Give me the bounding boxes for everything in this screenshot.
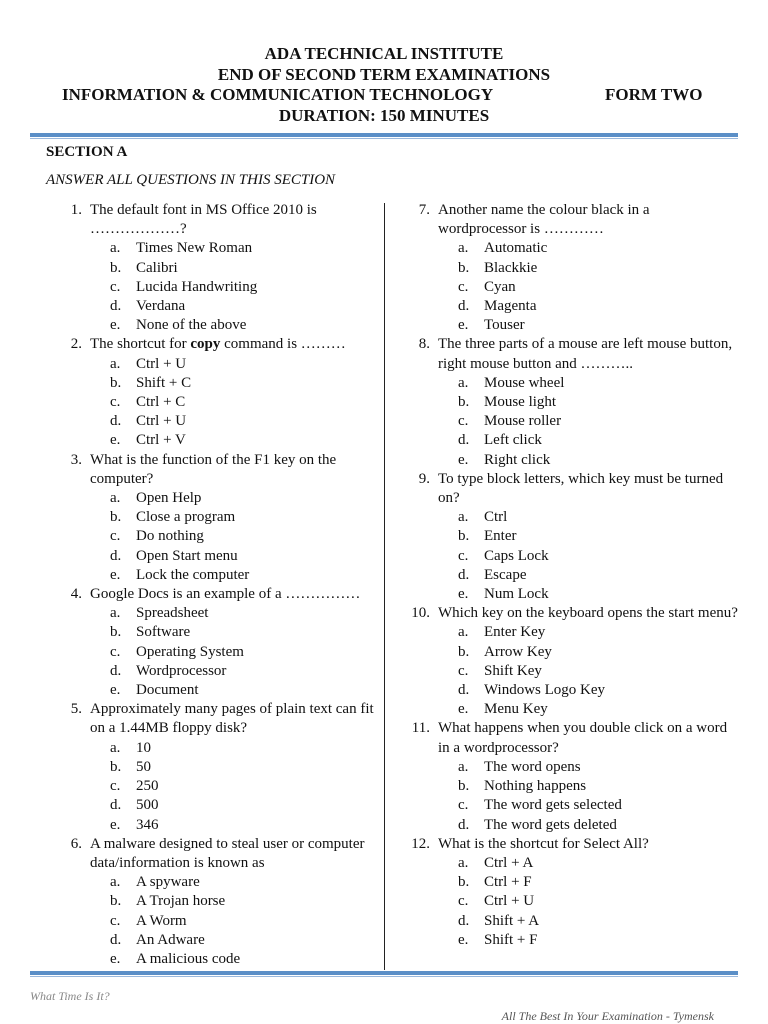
answer-option xyxy=(408,393,738,412)
answer-option xyxy=(408,758,738,777)
option-letter: a. xyxy=(110,355,121,372)
option-text: Caps Lock xyxy=(484,547,549,564)
option-text: The word opens xyxy=(484,758,581,775)
answer-option xyxy=(60,547,378,566)
answer-option xyxy=(60,623,378,642)
option-letter: b. xyxy=(110,374,122,391)
answer-option xyxy=(60,316,378,335)
question-number: 3. xyxy=(70,451,82,468)
question-number: 4. xyxy=(70,586,82,603)
answer-option xyxy=(408,278,738,297)
answer-option xyxy=(408,527,738,546)
option-letter: c. xyxy=(110,912,121,929)
answer-option xyxy=(408,912,738,931)
question-text: The default font in MS Office 2010 is ………………? xyxy=(90,202,317,238)
answer-option xyxy=(408,508,738,527)
option-text: Ctrl + C xyxy=(136,394,186,411)
option-letter: b. xyxy=(458,259,470,276)
option-text: Escape xyxy=(484,566,527,583)
question-number: 1. xyxy=(70,202,82,218)
option-text: Nothing happens xyxy=(484,778,587,795)
option-text: Ctrl + U xyxy=(136,355,187,372)
option-letter: c. xyxy=(110,643,121,660)
option-text: Ctrl + V xyxy=(136,432,186,449)
option-text: Ctrl xyxy=(484,509,508,526)
option-text: Wordprocessor xyxy=(136,662,227,679)
answer-option xyxy=(408,816,738,835)
answer-option xyxy=(60,374,378,393)
exam-title: END OF SECOND TERM EXAMINATIONS xyxy=(217,64,551,84)
option-letter: e. xyxy=(458,586,469,603)
answer-option xyxy=(408,873,738,892)
option-letter: a. xyxy=(110,240,121,257)
question-text: Another name the colour black in a wordprocessor is ………… xyxy=(438,202,650,238)
option-text: A Worm xyxy=(136,912,187,929)
question-item xyxy=(408,201,738,239)
question-number: 8. xyxy=(418,336,430,353)
question-item xyxy=(60,585,378,604)
option-letter: d. xyxy=(458,566,470,583)
option-text: Operating System xyxy=(136,643,244,660)
option-letter: c. xyxy=(458,662,469,679)
column-divider xyxy=(384,203,385,970)
option-text: Right click xyxy=(484,451,551,468)
option-text: Shift Key xyxy=(484,662,542,679)
question-number: 12. xyxy=(411,835,430,852)
option-text: Shift + F xyxy=(484,931,538,948)
option-letter: c. xyxy=(110,394,121,411)
option-text: Close a program xyxy=(136,509,236,526)
answer-option xyxy=(408,239,738,258)
question-number: 11. xyxy=(411,720,430,737)
footer-rule xyxy=(30,971,738,975)
option-letter: d. xyxy=(458,432,470,449)
answer-option xyxy=(408,892,738,911)
option-letter: d. xyxy=(458,682,470,699)
option-letter: d. xyxy=(110,547,122,564)
answer-option xyxy=(60,412,378,431)
option-letter: a. xyxy=(458,374,469,391)
section-title: SECTION A xyxy=(46,144,128,160)
option-text: Lock the computer xyxy=(136,566,250,583)
option-letter: e. xyxy=(458,701,469,718)
option-text: Windows Logo Key xyxy=(484,682,606,699)
option-text: Blackkie xyxy=(484,259,538,276)
question-text xyxy=(90,335,378,354)
form-level: FORM TWO xyxy=(605,85,703,104)
option-text: Num Lock xyxy=(484,586,549,603)
option-text: Lucida Handwriting xyxy=(136,278,258,295)
answer-option xyxy=(60,816,378,835)
option-text: A malicious code xyxy=(136,950,241,967)
question-text: A malware designed to steal user or computer data/information is known as xyxy=(90,835,365,871)
option-letter: b. xyxy=(110,259,122,276)
answer-option xyxy=(60,527,378,546)
footer-right-text: All The Best In Your Examination - Tymensk xyxy=(501,1009,714,1023)
answer-option xyxy=(60,796,378,815)
answer-option xyxy=(60,892,378,911)
answer-option xyxy=(408,585,738,604)
option-text: Arrow Key xyxy=(484,643,552,660)
option-letter: a. xyxy=(110,490,121,507)
option-letter: d. xyxy=(110,662,122,679)
option-letter: d. xyxy=(110,931,122,948)
answer-option xyxy=(408,374,738,393)
option-letter: c. xyxy=(458,547,469,564)
option-letter: c. xyxy=(110,778,121,795)
question-number: 5. xyxy=(70,701,82,718)
answer-option xyxy=(408,623,738,642)
option-letter: c. xyxy=(458,893,469,910)
question-item xyxy=(60,700,378,738)
option-letter: a. xyxy=(458,240,469,257)
option-letter: c. xyxy=(458,413,469,430)
questions-right-column xyxy=(408,201,738,950)
option-text: Mouse wheel xyxy=(484,374,565,391)
question-number: 2. xyxy=(70,336,82,353)
question-item xyxy=(408,470,738,508)
option-letter: d. xyxy=(458,912,470,929)
option-letter: a. xyxy=(110,739,121,756)
option-text: Mouse roller xyxy=(484,413,562,430)
question-number: 6. xyxy=(70,835,82,852)
option-text: 346 xyxy=(136,816,159,833)
option-text: Shift + C xyxy=(136,374,192,391)
option-letter: d. xyxy=(458,298,470,315)
answer-option xyxy=(60,393,378,412)
option-text: 250 xyxy=(136,778,159,795)
option-letter: b. xyxy=(458,394,470,411)
answer-option xyxy=(60,662,378,681)
section-instruction: ANSWER ALL QUESTIONS IN THIS SECTION xyxy=(46,172,336,188)
option-text: Touser xyxy=(484,317,525,334)
option-text: Mouse light xyxy=(484,394,557,411)
option-text: None of the above xyxy=(136,317,247,334)
question-text: What is the function of the F1 key on the computer? xyxy=(90,451,337,487)
answer-option xyxy=(60,912,378,931)
option-letter: a. xyxy=(458,509,469,526)
question-item xyxy=(408,335,738,373)
option-letter: b. xyxy=(110,893,122,910)
question-text: What happens when you double click on a word in a wordprocessor? xyxy=(438,720,728,756)
answer-option xyxy=(408,777,738,796)
answer-option xyxy=(60,681,378,700)
option-text: Software xyxy=(136,624,191,641)
option-text: Ctrl + F xyxy=(484,874,532,891)
option-text: Ctrl + U xyxy=(136,413,187,430)
option-letter: d. xyxy=(458,816,470,833)
option-letter: b. xyxy=(110,509,122,526)
option-text: A Trojan horse xyxy=(136,893,226,910)
answer-option xyxy=(408,854,738,873)
answer-option xyxy=(60,355,378,374)
option-letter: e. xyxy=(110,950,121,967)
option-letter: e. xyxy=(110,816,121,833)
answer-option xyxy=(408,547,738,566)
answer-option xyxy=(60,278,378,297)
option-text: Times New Roman xyxy=(136,240,253,257)
option-text: Automatic xyxy=(484,240,548,257)
option-text: 10 xyxy=(136,739,151,756)
question-item xyxy=(60,335,378,354)
option-text: Ctrl + U xyxy=(484,893,535,910)
answer-option xyxy=(408,259,738,278)
question-text: Google Docs is an example of a …………… xyxy=(90,586,361,603)
question-item xyxy=(408,604,738,623)
question-text: The three parts of a mouse are left mouse button, right mouse button and ……….. xyxy=(438,336,733,372)
option-letter: c. xyxy=(458,278,469,295)
question-item xyxy=(408,835,738,854)
institute-name: ADA TECHNICAL INSTITUTE xyxy=(264,44,504,63)
answer-option xyxy=(60,931,378,950)
question-text-part: command is ……… xyxy=(220,336,346,353)
option-text: A spyware xyxy=(136,874,200,891)
answer-option xyxy=(60,643,378,662)
option-text: Open Start menu xyxy=(136,547,238,564)
option-letter: b. xyxy=(458,778,470,795)
option-letter: b. xyxy=(110,758,122,775)
answer-option xyxy=(408,796,738,815)
option-text: Enter xyxy=(484,528,517,545)
option-text: Ctrl + A xyxy=(484,854,534,871)
option-text: Verdana xyxy=(136,298,186,315)
question-number: 10. xyxy=(411,605,430,622)
answer-option xyxy=(60,739,378,758)
footer-left-text: What Time Is It? xyxy=(30,989,110,1003)
answer-option xyxy=(408,643,738,662)
exam-duration: DURATION: 150 MINUTES xyxy=(278,105,490,125)
answer-option xyxy=(408,431,738,450)
option-letter: a. xyxy=(458,758,469,775)
question-item xyxy=(60,835,378,873)
option-letter: e. xyxy=(110,432,121,449)
option-letter: c. xyxy=(110,528,121,545)
option-letter: e. xyxy=(110,317,121,334)
answer-option xyxy=(408,297,738,316)
answer-option xyxy=(408,316,738,335)
option-letter: a. xyxy=(458,854,469,871)
option-letter: a. xyxy=(110,874,121,891)
answer-option xyxy=(408,700,738,719)
question-text: To type block letters, which key must be turned on? xyxy=(438,470,724,507)
answer-option xyxy=(408,412,738,431)
option-letter: b. xyxy=(110,624,122,641)
subject-name: INFORMATION & COMMUNICATION TECHNOLOGY xyxy=(62,85,494,104)
answer-option xyxy=(60,566,378,585)
answer-option xyxy=(408,566,738,585)
option-text: Open Help xyxy=(136,490,202,507)
option-text: Menu Key xyxy=(484,701,548,718)
option-letter: c. xyxy=(110,278,121,295)
question-text: What is the shortcut for Select All? xyxy=(438,835,649,852)
option-text: Calibri xyxy=(136,259,178,276)
option-letter: e. xyxy=(458,451,469,468)
option-letter: e. xyxy=(458,931,469,948)
option-text: Shift + A xyxy=(484,912,540,929)
option-text: Magenta xyxy=(484,298,537,315)
question-text-bold: copy xyxy=(190,336,221,353)
answer-option xyxy=(60,604,378,623)
option-letter: a. xyxy=(110,605,121,622)
option-letter: d. xyxy=(110,298,122,315)
question-item xyxy=(408,719,738,757)
option-text: Cyan xyxy=(484,278,516,295)
question-text: Approximately many pages of plain text can fit on a 1.44MB floppy disk? xyxy=(90,701,374,737)
exam-header xyxy=(0,44,768,126)
option-letter: b. xyxy=(458,643,470,660)
option-letter: d. xyxy=(110,413,122,430)
option-letter: e. xyxy=(110,566,121,583)
answer-option xyxy=(60,489,378,508)
answer-option xyxy=(60,950,378,969)
questions-left-column xyxy=(60,201,378,969)
option-letter: c. xyxy=(458,797,469,814)
option-text: Document xyxy=(136,682,199,699)
option-text: Left click xyxy=(484,432,542,449)
option-text: The word gets deleted xyxy=(484,816,617,833)
option-letter: e. xyxy=(458,317,469,334)
option-letter: b. xyxy=(458,528,470,545)
option-text: 500 xyxy=(136,797,159,814)
answer-option xyxy=(60,777,378,796)
question-text: Which key on the keyboard opens the start menu? xyxy=(438,605,738,622)
answer-option xyxy=(60,508,378,527)
option-text: Do nothing xyxy=(136,528,204,545)
question-item xyxy=(60,201,378,239)
header-rule xyxy=(30,133,738,137)
option-letter: e. xyxy=(110,682,121,699)
option-letter: a. xyxy=(458,624,469,641)
question-item xyxy=(60,451,378,489)
answer-option xyxy=(60,239,378,258)
subject-row xyxy=(0,85,768,106)
option-letter: b. xyxy=(458,874,470,891)
answer-option xyxy=(60,259,378,278)
option-text: Enter Key xyxy=(484,624,546,641)
question-text-part: The shortcut for xyxy=(90,336,191,353)
option-text: The word gets selected xyxy=(484,797,622,814)
answer-option xyxy=(408,681,738,700)
option-text: Spreadsheet xyxy=(136,605,209,622)
question-number: 7. xyxy=(418,202,430,218)
answer-option xyxy=(60,431,378,450)
answer-option xyxy=(408,451,738,470)
answer-option xyxy=(60,297,378,316)
answer-option xyxy=(408,662,738,681)
answer-option xyxy=(60,873,378,892)
option-text: An Adware xyxy=(136,931,205,948)
question-number: 9. xyxy=(418,470,430,487)
option-text: 50 xyxy=(136,758,151,775)
option-letter: d. xyxy=(110,797,122,814)
answer-option xyxy=(408,931,738,950)
answer-option xyxy=(60,758,378,777)
